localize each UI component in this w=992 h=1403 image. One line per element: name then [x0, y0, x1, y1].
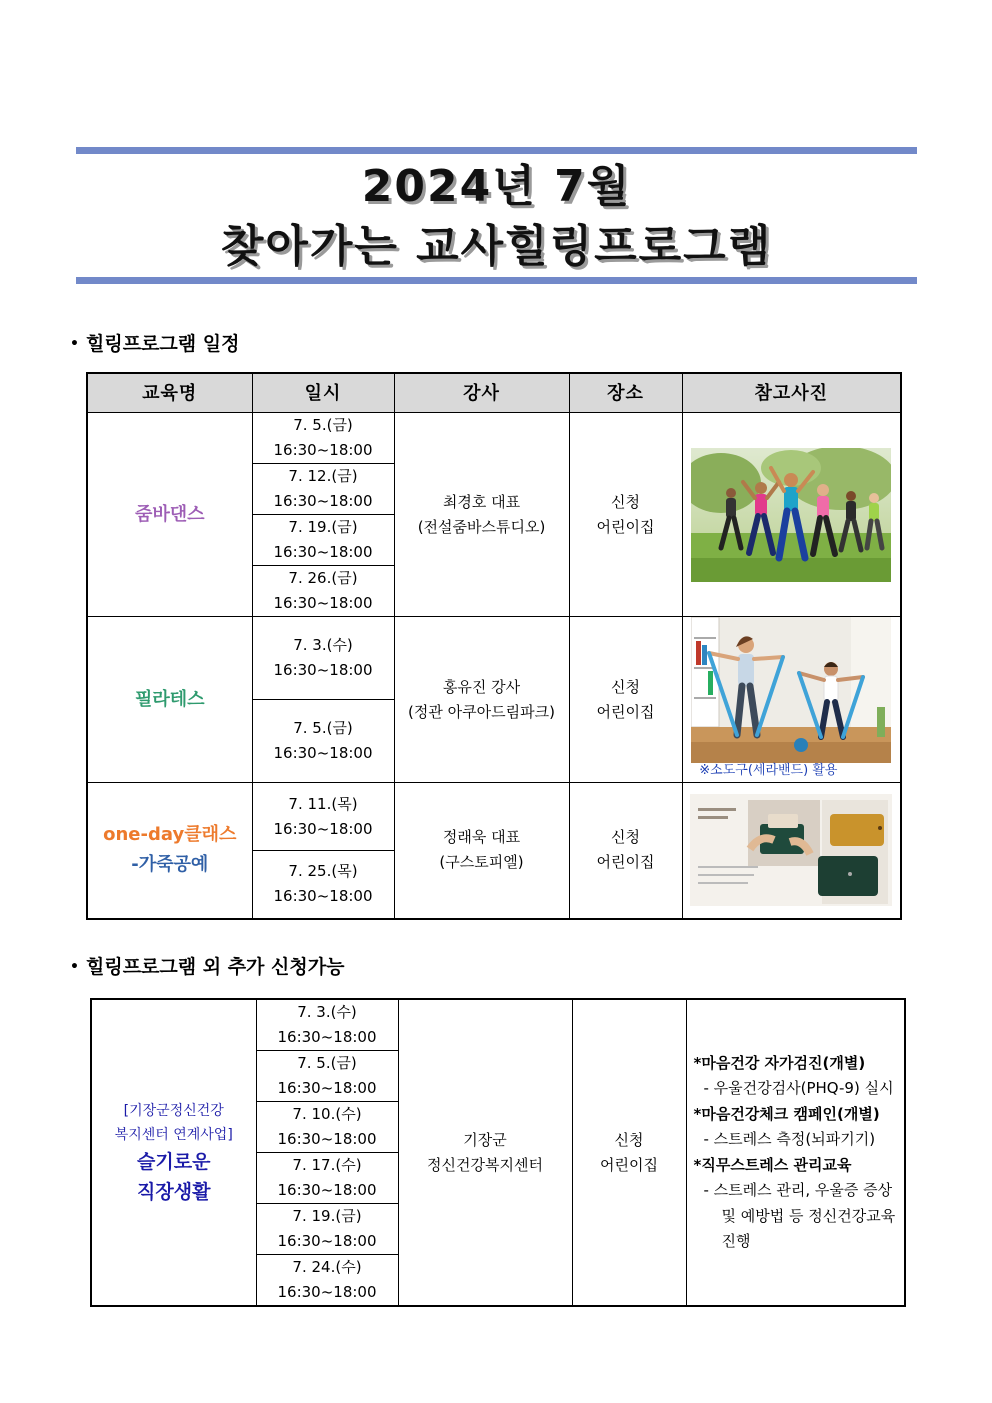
place-pilates: 신청 어린이집 [569, 617, 682, 783]
program-seulgi [91, 999, 256, 1306]
date-cell: 7. 5.(금) 16:30~18:00 [252, 413, 394, 464]
header-instructor: 강사 [394, 373, 569, 413]
date-cell: 7. 12.(금) 16:30~18:00 [252, 464, 394, 515]
zumba-photo [691, 448, 891, 582]
instructor-center: 기장군 정신건강복지센터 [398, 999, 572, 1306]
table-header-row [87, 373, 901, 413]
program-pilates: 필라테스 [87, 617, 252, 783]
bullet-icon: • [70, 336, 79, 352]
section-heading-schedule [70, 332, 239, 356]
pilates-band-image [691, 617, 891, 763]
program-name-line1: 슬기로운 [137, 1150, 211, 1173]
instructor-oneday: 정래욱 대표 (구스토피엘) [394, 783, 569, 919]
date-cell: 7. 5.(금) 16:30~18:00 [256, 1051, 398, 1102]
detail-item-3b: 및 예방법 등 정신건강교육 [721, 1206, 896, 1225]
instructor-pilates: 홍유진 강사 (정관 아쿠아드림파크) [394, 617, 569, 783]
title-bottom-rule [76, 277, 917, 284]
photo-cell-pilates [682, 617, 901, 783]
place-zumba: 신청 어린이집 [569, 413, 682, 617]
header-place: 장소 [569, 373, 682, 413]
date-cell: 7. 5.(금) 16:30~18:00 [252, 700, 394, 783]
program-zumba: 줌바댄스 [87, 413, 252, 617]
header-photo: 참고사진 [682, 373, 901, 413]
header-program: 교육명 [87, 373, 252, 413]
leather-photo [690, 794, 892, 906]
page-title-line2: 찾아가는 교사힐링프로그램 [220, 221, 773, 272]
date-cell: 7. 26.(금) 16:30~18:00 [252, 566, 394, 617]
pilates-photo [691, 617, 891, 781]
date-cell: 7. 24.(수) 16:30~18:00 [256, 1255, 398, 1307]
program-affiliation-line2: 복지센터 연계사업] [114, 1126, 233, 1143]
table-row [91, 999, 905, 1051]
place-oneday: 신청 어린이집 [569, 783, 682, 919]
leather-wallet-image [690, 794, 892, 906]
date-cell: 7. 3.(수) 16:30~18:00 [256, 999, 398, 1051]
section-heading-text: 힐링프로그램 외 추가 신청가능 [86, 956, 345, 978]
header-date: 일시 [252, 373, 394, 413]
date-cell: 7. 11.(목) 16:30~18:00 [252, 783, 394, 851]
detail-heading-1: *마음건강 자가검진(개별) [693, 1053, 866, 1072]
date-cell: 7. 10.(수) 16:30~18:00 [256, 1102, 398, 1153]
schedule-table [86, 372, 902, 920]
photo-cell-zumba [682, 413, 901, 617]
section-heading-extra [70, 955, 344, 979]
detail-item-1: - 우울건강검사(PHQ-9) 실시 [703, 1079, 894, 1097]
page-title-line1: 2024년 7월 [361, 161, 632, 212]
table-row [87, 413, 901, 464]
program-oneday-class [87, 783, 252, 919]
date-cell: 7. 19.(금) 16:30~18:00 [256, 1204, 398, 1255]
table-row [87, 617, 901, 700]
bullet-icon: • [70, 959, 79, 975]
instructor-zumba: 최경호 대표 (전설줌바스튜디오) [394, 413, 569, 617]
date-cell: 7. 3.(수) 16:30~18:00 [252, 617, 394, 700]
place-center: 신청 어린이집 [572, 999, 686, 1306]
program-name-line1: one-day클래스 [103, 824, 237, 846]
table-row [87, 783, 901, 851]
extra-program-table [90, 998, 906, 1307]
date-cell: 7. 25.(목) 16:30~18:00 [252, 851, 394, 919]
section-heading-text: 힐링프로그램 일정 [86, 333, 240, 355]
detail-heading-2: *마음건강체크 캠페인(개별) [693, 1104, 880, 1123]
zumba-dance-image [691, 448, 891, 582]
photo-cell-leather [682, 783, 901, 919]
detail-item-3a: - 스트레스 관리, 우울증 증상 [703, 1181, 893, 1199]
photo-caption: ※소도구(세라밴드) 활용 [699, 763, 838, 778]
detail-heading-3: *직무스트레스 관리교육 [693, 1155, 852, 1174]
program-details [686, 999, 905, 1306]
program-affiliation-line1: [기장군정신건강 [123, 1102, 224, 1119]
date-cell: 7. 19.(금) 16:30~18:00 [252, 515, 394, 566]
program-name-line2: -가죽공예 [131, 854, 209, 876]
program-name-line2: 직장생활 [137, 1180, 211, 1203]
title-top-rule [76, 147, 917, 154]
date-cell: 7. 17.(수) 16:30~18:00 [256, 1153, 398, 1204]
detail-item-3c: 진행 [721, 1232, 751, 1250]
detail-item-2: - 스트레스 측정(뇌파기기) [703, 1130, 876, 1148]
